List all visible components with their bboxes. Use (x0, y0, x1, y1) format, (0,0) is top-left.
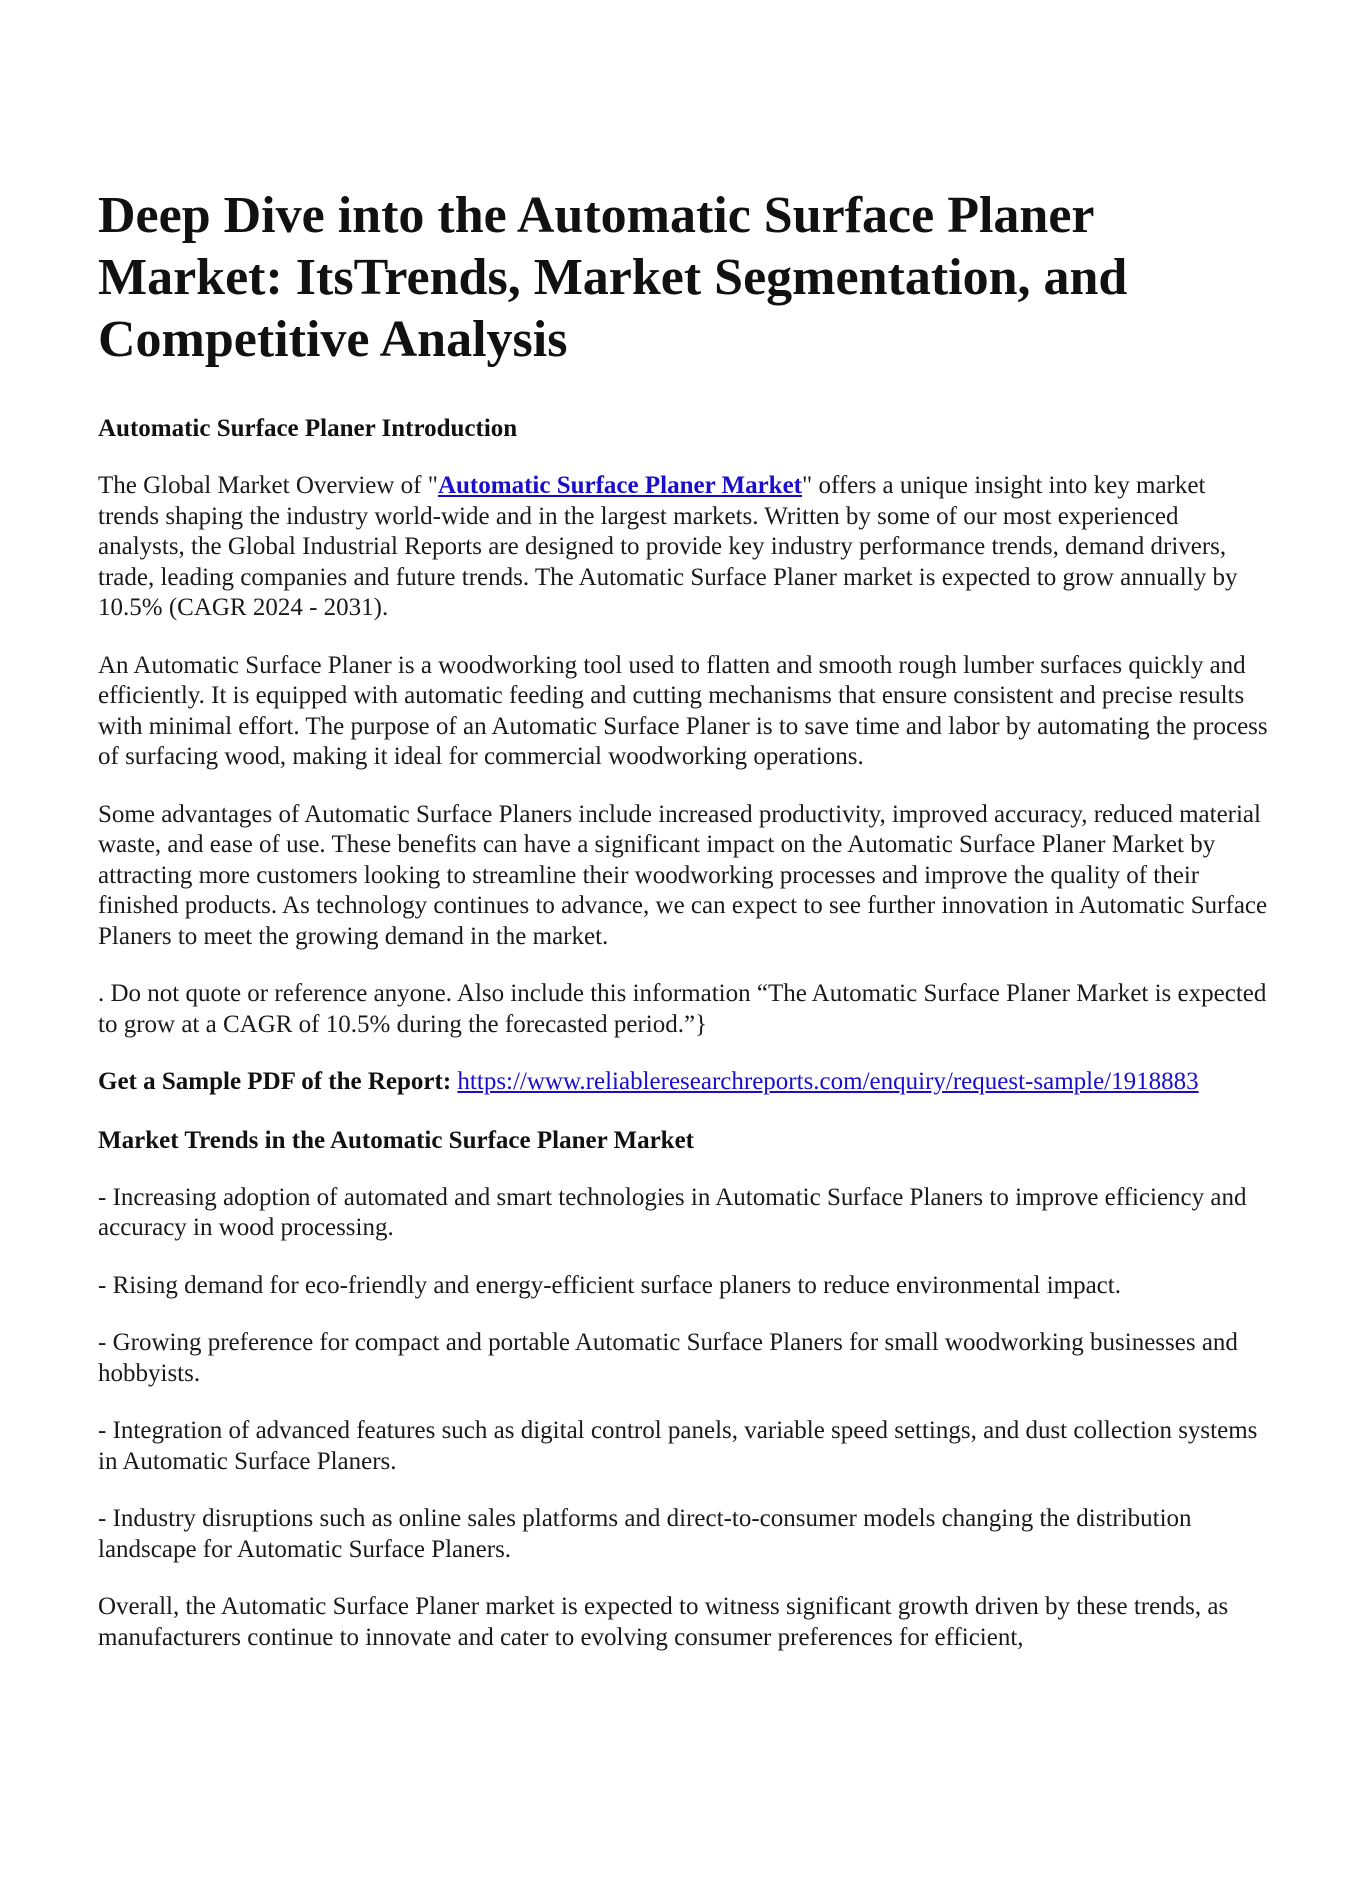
trend-item: - Increasing adoption of automated and smart technologies in Automatic Surface Planers to improve efficiency and accuracy in wood processing. (98, 1183, 1247, 1241)
trends-overall-paragraph: Overall, the Automatic Surface Planer market is expected to witness significant growth driven by these trends, as manufacturers continue to innovate and cater to evolving consumer preferences for efficient, (98, 1593, 1229, 1651)
intro-paragraph-3: Some advantages of Automatic Surface Planers include increased productivity, improved accuracy, reduced material waste, and ease of use. These benefits can have a significant impact on the Automatic Surface Planer Market by attracting more customers looking to streamline their woodworking processes and improve the quality of their finished products. As technology continues to advance, we can expect to see further innovation in Automatic Surface Planers to meet the growing demand in the market. (98, 800, 1268, 950)
market-report-link[interactable]: Automatic Surface Planer Market (437, 472, 802, 499)
intro-paragraph-2: An Automatic Surface Planer is a woodworking tool used to flatten and smooth rough lumber surfaces quickly and efficiently. It is equipped with automatic feeding and cutting mechanisms that ensure consistent and precise results with minimal effort. The purpose of an Automatic Surface Planer is to save time and labor by automating the process of surfacing wood, making it ideal for commercial woodworking operations. (98, 651, 1268, 770)
trend-item: - Growing preference for compact and portable Automatic Surface Planers for small woodworking businesses and hobbyists. (98, 1329, 1238, 1387)
intro-p1-after: " offers a unique insight into key market trends shaping the industry world-wide and in the largest markets. Written by some of our most experienced analysts, the Global Industrial Reports are designed to provide key industry performance trends, demand drivers, trade, leading companies and future trends. The Automatic Surface Planer market is expected to grow annually by 10.5% (CAGR 2024 - 2031). (98, 472, 1238, 621)
sample-pdf-link[interactable]: https://www.reliableresearchreports.com/enquiry/request-sample/1918883 (457, 1068, 1199, 1095)
trend-item: - Integration of advanced features such as digital control panels, variable speed settings, and dust collection systems in Automatic Surface Planers. (98, 1417, 1258, 1475)
document-page (98, 185, 1268, 1680)
trend-item: - Industry disruptions such as online sales platforms and direct-to-consumer models changing the distribution landscape for Automatic Surface Planers. (98, 1505, 1192, 1563)
sample-pdf-line (98, 1067, 1268, 1098)
trend-item: - Rising demand for eco-friendly and energy-efficient surface planers to reduce environmental impact. (98, 1271, 1121, 1299)
sample-pdf-label: Get a Sample PDF of the Report: (98, 1068, 452, 1095)
trends-heading: Market Trends in the Automatic Surface Planer Market (98, 1126, 694, 1154)
intro-paragraph-4: . Do not quote or reference anyone. Also include this information “The Automatic Surface Planer Market is expected to grow at a CAGR of 10.5% during the forecasted period.”} (98, 980, 1267, 1038)
intro-paragraph-1 (98, 471, 1268, 624)
page-title: Deep Dive into the Automatic Surface Planer Market: ItsTrends, Market Segmentation, and Competitive Analysis (98, 187, 1128, 368)
intro-heading: Automatic Surface Planer Introduction (98, 415, 518, 442)
intro-p1-before: The Global Market Overview of " (98, 472, 438, 499)
